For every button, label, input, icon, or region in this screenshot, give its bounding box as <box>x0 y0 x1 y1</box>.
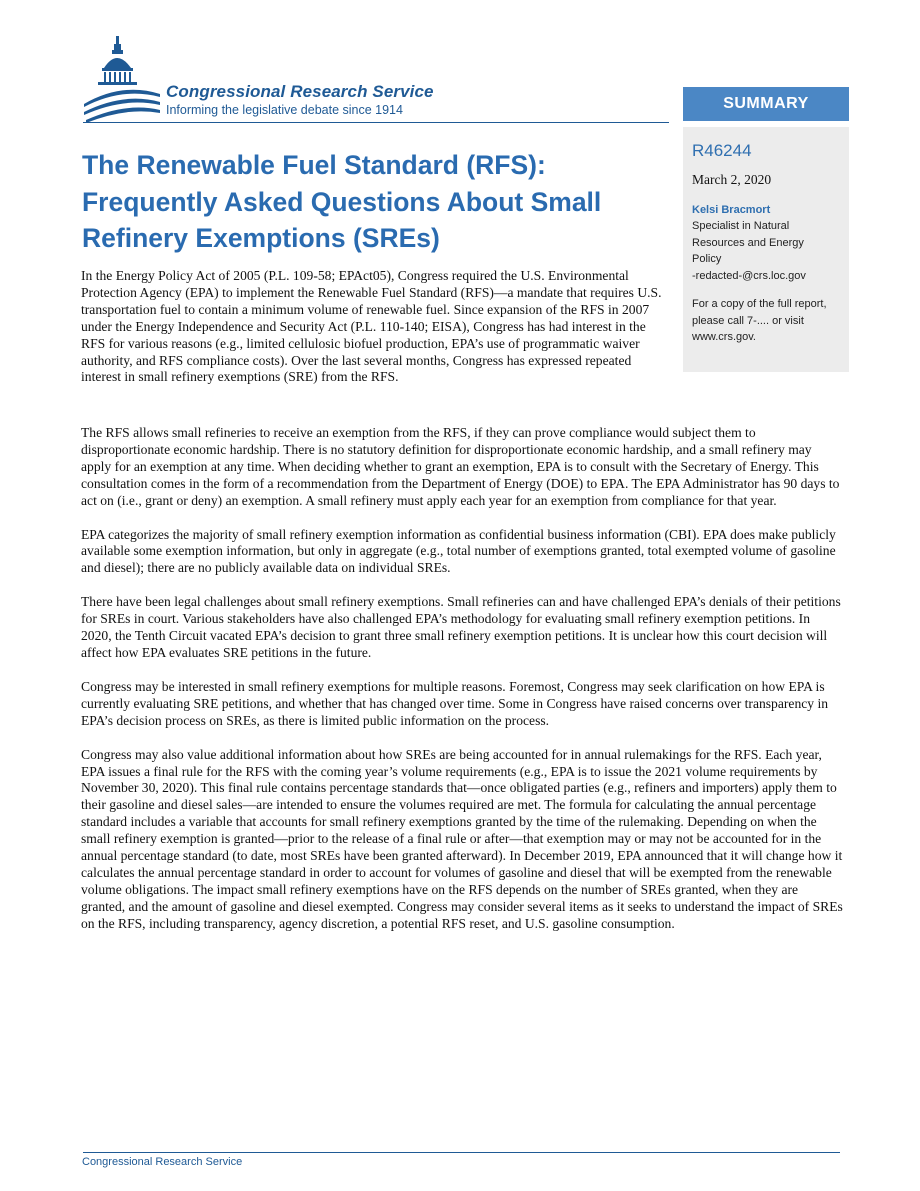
footer-divider <box>83 1152 840 1153</box>
body-paragraph: Congress may be interested in small refinery exemptions for multiple reasons. Foremost, Congress may seek clarification on how EPA is currently evaluating SRE petitions, and whether that has changed over time. Some in Congress have raised concerns over transparency in EPA’s decision process on SREs, as there is limited public information on the process. <box>81 678 829 728</box>
copy-notice-line: please call 7-.... or visit <box>692 314 804 327</box>
author-role <box>692 218 841 268</box>
intro-paragraph: In the Energy Policy Act of 2005 (P.L. 109-58; EPAct05), Congress required the U.S. Environmental Protection Agency (EPA) to implement the Renewable Fuel Standard (RFS)—a mandate that requires U.S. transportation fuel to contain a minimum volume of renewable fuel. Since expansion of the RFS in 2007 under the Energy Independence and Security Act (P.L. 110-140; EISA), Congress has had interest in the RFS for various reasons (e.g., limited cellulosic biofuel production, EPA’s use of programmatic waiver authority, and RFS compliance costs). Over the last several months, Congress has expressed repeated interest in small refinery exemptions (SRE) from the RFS. <box>81 268 662 385</box>
summary-label: SUMMARY <box>683 87 849 121</box>
report-number: R46244 <box>692 141 752 160</box>
author-role-line: Specialist in Natural <box>692 220 790 232</box>
capitol-dome-icon <box>82 34 164 124</box>
org-tagline: Informing the legislative debate since 1914 <box>166 103 403 117</box>
body-paragraph: The RFS allows small refineries to receive an exemption from the RFS, if they can prove compliance would subject them to disproportionate economic hardship. There is no statutory definition for disproportionate economic hardship, and a small refinery may apply for an exemption at any time. When deciding whether to grant an exemption, EPA is to consult with the Secretary of Energy. This consultation comes in the form of a recommendation from the Department of Energy (DOE) to EPA. The EPA Administrator has 90 days to act on (i.e., grant or deny) an exemption. A small refinery must apply each year for an exemption from compliance for that year. <box>81 425 840 508</box>
author-name: Kelsi Bracmort <box>692 204 771 216</box>
body-paragraph: There have been legal challenges about small refinery exemptions. Small refineries can and have challenged EPA’s denials of their petitions for SREs in court. Various stakeholders have also challenged EPA’s methodology for evaluating small refinery exemption petitions. In 2020, the Tenth Circuit vacated EPA’s decision to grant three small refinery exemption petitions. It is unclear how this court decision will affect how EPA evaluates SRE petitions in the future. <box>81 594 841 660</box>
title-line: The Renewable Fuel Standard (RFS): <box>82 150 546 180</box>
report-date: March 2, 2020 <box>692 172 772 187</box>
author-email: -redacted-@crs.loc.gov <box>692 269 806 282</box>
org-name: Congressional Research Service <box>166 82 434 101</box>
body-paragraph: EPA categorizes the majority of small refinery exemption information as confidential business information (CBI). EPA does make publicly available some exemption information, but only in aggregate (e.g., total number of exemptions granted, total exempted volume of gasoline and diesel); there are no publicly available data on individual SREs. <box>81 526 836 576</box>
copy-notice-line: For a copy of the full report, <box>692 298 827 310</box>
page-footer: Congressional Research Service <box>82 1156 243 1168</box>
copy-notice-line: www.crs.gov. <box>692 331 756 343</box>
crs-logo <box>80 30 500 125</box>
report-sidebar <box>683 127 849 372</box>
title-line: Refinery Exemptions (SREs) <box>82 223 440 253</box>
header-divider <box>83 122 669 123</box>
summary-body <box>81 425 843 950</box>
body-paragraph: Congress may also value additional information about how SREs are being accounted for in annual rulemakings for the RFS. Each year, EPA issues a final rule for the RFS with the coming year’s volume requirements (e.g., EPA is to issue the 2021 volume requirements by November 30, 2020). This final rule contains percentage standards that—once obligated parties (e.g., refiners and importers) apply them to their gasoline and diesel sales—are intended to ensure the volumes required are met. The formula for calculating the annual percentage standard includes a variable that accounts for small refinery exemptions granted by the time of the rulemaking. Depending on when the small refinery exemption is granted—prior to the release of a final rule or after—that exemption may or may not be accounted for in the annual percentage standard (to date, most SREs have been granted afterward). In December 2019, EPA announced that it will change how it calculates the annual percentage standard in order to account for volumes of gasoline and diesel that will be exempted from the renewable volume obligations. The impact small refinery exemptions have on the RFS depends on the number of SREs granted, when they are granted, and the amount of gasoline and diesel exempted. Congress may consider several items as it seeks to understand the impact of SREs on the RFS, including transparency, agency discretion, a potential RFS reset, and U.S. gasoline consumption. <box>81 746 843 931</box>
report-title <box>82 147 672 257</box>
title-line: Frequently Asked Questions About Small <box>82 186 602 217</box>
copy-notice <box>692 296 841 346</box>
author-role-line: Policy <box>692 253 722 265</box>
author-role-line: Resources and Energy <box>692 236 804 249</box>
